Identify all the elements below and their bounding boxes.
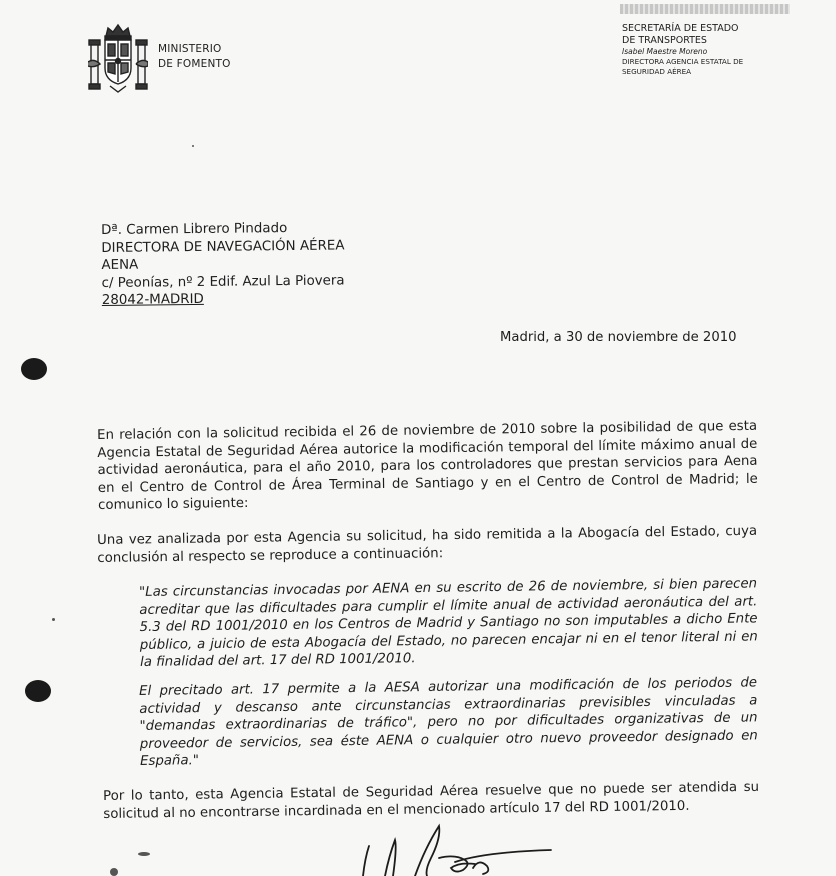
- punch-hole: [21, 358, 47, 380]
- secretariat-line-2: DE TRANSPORTES: [622, 35, 707, 46]
- punch-hole: [25, 680, 51, 702]
- recipient-title: DIRECTORA DE NAVEGACIÓN AÉREA: [101, 237, 345, 256]
- sender-title-1: DIRECTORA AGENCIA ESTATAL DE: [622, 57, 744, 66]
- quoted-paragraph-1: "Las circunstancias invocadas por AENA en su escrito de 26 de noviembre, si bien parecen acreditar que las dificultades para cumplir el límite anual de actividad aeronáutica del art. 5.3 del RD 1001/2010 en los Centros de Madrid y Santiago no son imputables a dicho Ente público, a juicio de esta Abogacía del Estado, no parecen encajar ni en el tenor literal ni en la finalidad del art. 17 del RD 1001/2010.: [139, 576, 758, 670]
- body-paragraph-3: Por lo tanto, esta Agencia Estatal de Seguridad Aérea resuelve que no puede ser atendida su solicitud al no encontrarse incardinada en el mencionado artículo 17 del RD 1001/2010.: [103, 779, 760, 822]
- ink-speck: [110, 868, 118, 876]
- recipient-street: c/ Peonías, nº 2 Edif. Azul La Piovera: [101, 272, 345, 291]
- blurred-stamp: [620, 4, 790, 14]
- body-paragraph-2: Una vez analizada por esta Agencia su solicitud, ha sido remitida a la Abogacía del Estado, cuya conclusión al respecto se reproduce a continuación:: [97, 523, 758, 566]
- recipient-name: Dª. Carmen Librero Pindado: [101, 221, 288, 238]
- recipient-address: [101, 219, 345, 309]
- sender-title-2: SEGURIDAD AÉREA: [622, 66, 692, 76]
- secretariat-header: [622, 23, 743, 76]
- ink-speck: [192, 145, 194, 147]
- coat-of-arms-icon: [88, 22, 148, 96]
- quoted-paragraph-2: El precitado art. 17 permite a la AESA autorizar una modificación de los periodos de actividad y descanso ante circunstancias extraordinarias previsibles vinculadas a "demandas extraordinarias de tráfico", pero no por dificultades organizativas de un proveedor de servicios, sea éste AENA o cualquier otro nuevo proveedor designado en España.": [139, 675, 758, 769]
- ministry-line-1: MINISTERIO: [158, 43, 222, 55]
- recipient-organization: AENA: [101, 257, 139, 273]
- ministry-name: [158, 42, 231, 72]
- body-paragraph-1: En relación con la solicitud recibida el 26 de noviembre de 2010 sobre la posibilidad de que esta Agencia Estatal de Seguridad Aérea autorice la modificación temporal del límite máximo anual de actividad aeronáutica, para el año 2010, para los controladores que prestan servicios para Aena en el Centro de Control de Área Terminal de Santiago y en el Centro de Control de Madrid; le comunico lo siguiente:: [97, 418, 758, 513]
- handwritten-signature: [355, 818, 555, 876]
- letter-date: Madrid, a 30 de noviembre de 2010: [500, 330, 737, 345]
- secretariat-line-1: SECRETARÍA DE ESTADO: [622, 23, 739, 34]
- ink-speck: [138, 852, 150, 856]
- ministry-line-2: DE FOMENTO: [158, 58, 231, 70]
- recipient-city: 28042-MADRID: [101, 291, 204, 308]
- ink-speck: [52, 618, 55, 621]
- sender-name: Isabel Maestre Moreno: [622, 47, 708, 56]
